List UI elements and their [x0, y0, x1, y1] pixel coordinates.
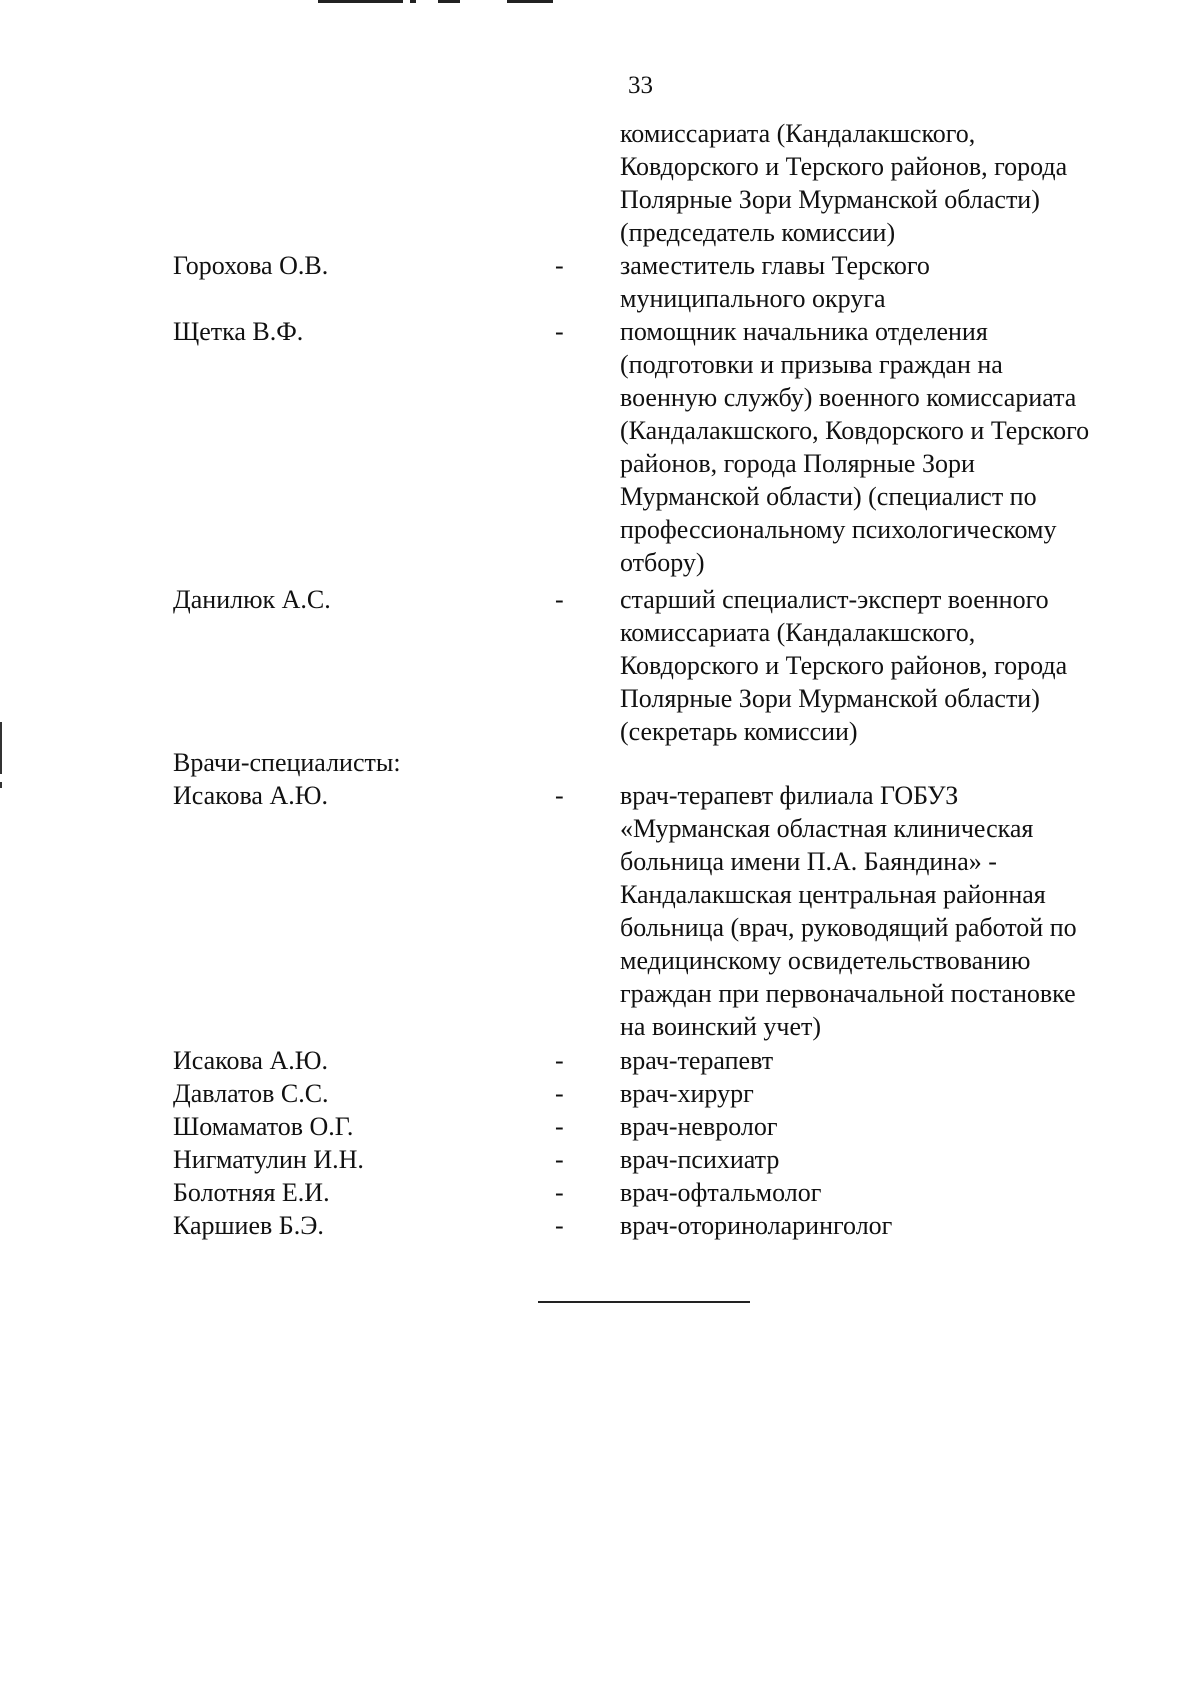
role-description	[620, 583, 1180, 748]
role-description	[620, 117, 1180, 249]
member-name: Исакова А.Ю.	[173, 781, 328, 810]
role-line: (секретарь комиссии)	[620, 717, 858, 746]
role-description	[620, 779, 1180, 1043]
role-line: комиссариата (Кандалакшского,	[620, 618, 976, 647]
member-name: Горохова О.В.	[173, 251, 329, 280]
doctor-role: врач-психиатр	[620, 1145, 780, 1174]
page-number: 33	[628, 72, 653, 99]
scan-artifact	[438, 0, 460, 3]
role-line: отбору)	[620, 548, 705, 577]
role-line: (председатель комиссии)	[620, 218, 896, 247]
dash-separator: -	[555, 1046, 564, 1075]
doctors-heading: Врачи-специалисты:	[173, 748, 401, 777]
member-name: Щетка В.Ф.	[173, 317, 304, 346]
doctor-name: Шомаматов О.Г.	[173, 1112, 354, 1141]
margin-artifact	[0, 782, 2, 788]
doctor-name: Исакова А.Ю.	[173, 1046, 328, 1075]
role-line: медицинскому освидетельствованию	[620, 946, 1031, 975]
role-line: на воинский учет)	[620, 1012, 822, 1041]
role-line: больница имени П.А. Баяндина» -	[620, 847, 997, 876]
dash-separator: -	[555, 1112, 564, 1141]
doctor-name: Болотняя Е.И.	[173, 1178, 330, 1207]
doctor-role: врач-невролог	[620, 1112, 778, 1141]
scan-artifact	[318, 0, 403, 3]
role-description	[620, 249, 1180, 315]
doctor-name: Нигматулин И.Н.	[173, 1145, 364, 1174]
scan-artifact	[507, 0, 553, 3]
role-line: районов, города Полярные Зори	[620, 449, 975, 478]
member-name: Данилюк А.С.	[173, 585, 331, 614]
role-line: помощник начальника отделения	[620, 317, 988, 346]
role-line: муниципального округа	[620, 284, 886, 313]
role-line: (Кандалакшского, Ковдорского и Терского	[620, 416, 1090, 445]
doctor-role: врач-терапевт	[620, 1046, 774, 1075]
role-line: комиссариата (Кандалакшского,	[620, 119, 976, 148]
dash-separator: -	[555, 585, 564, 614]
role-line: Полярные Зори Мурманской области)	[620, 185, 1040, 214]
role-line: военную службу) военного комиссариата	[620, 383, 1077, 412]
role-line: Кандалакшская центральная районная	[620, 880, 1046, 909]
doctor-role: врач-офтальмолог	[620, 1178, 822, 1207]
doctor-role: врач-оториноларинголог	[620, 1211, 893, 1240]
role-line: заместитель главы Терского	[620, 251, 930, 280]
dash-separator: -	[555, 1178, 564, 1207]
role-description	[620, 315, 1180, 579]
end-of-list-rule	[538, 1301, 750, 1303]
dash-separator: -	[555, 781, 564, 810]
role-line: старший специалист-эксперт военного	[620, 585, 1049, 614]
dash-separator: -	[555, 251, 564, 280]
dash-separator: -	[555, 1079, 564, 1108]
role-line: врач-терапевт филиала ГОБУЗ	[620, 781, 959, 810]
dash-separator: -	[555, 1145, 564, 1174]
doctor-role: врач-хирург	[620, 1079, 754, 1108]
role-line: профессиональному психологическому	[620, 515, 1057, 544]
role-line: больница (врач, руководящий работой по	[620, 913, 1077, 942]
doctor-name: Каршиев Б.Э.	[173, 1211, 324, 1240]
role-line: граждан при первоначальной постановке	[620, 979, 1076, 1008]
role-line: (подготовки и призыва граждан на	[620, 350, 1003, 379]
margin-artifact	[0, 722, 2, 774]
role-line: Ковдорского и Терского районов, города	[620, 651, 1068, 680]
doctor-name: Давлатов С.С.	[173, 1079, 329, 1108]
role-line: Мурманской области) (специалист по	[620, 482, 1037, 511]
role-line: «Мурманская областная клиническая	[620, 814, 1034, 843]
dash-separator: -	[555, 317, 564, 346]
role-line: Полярные Зори Мурманской области)	[620, 684, 1040, 713]
role-line: Ковдорского и Терского районов, города	[620, 152, 1068, 181]
scan-artifact	[410, 0, 416, 3]
dash-separator: -	[555, 1211, 564, 1240]
